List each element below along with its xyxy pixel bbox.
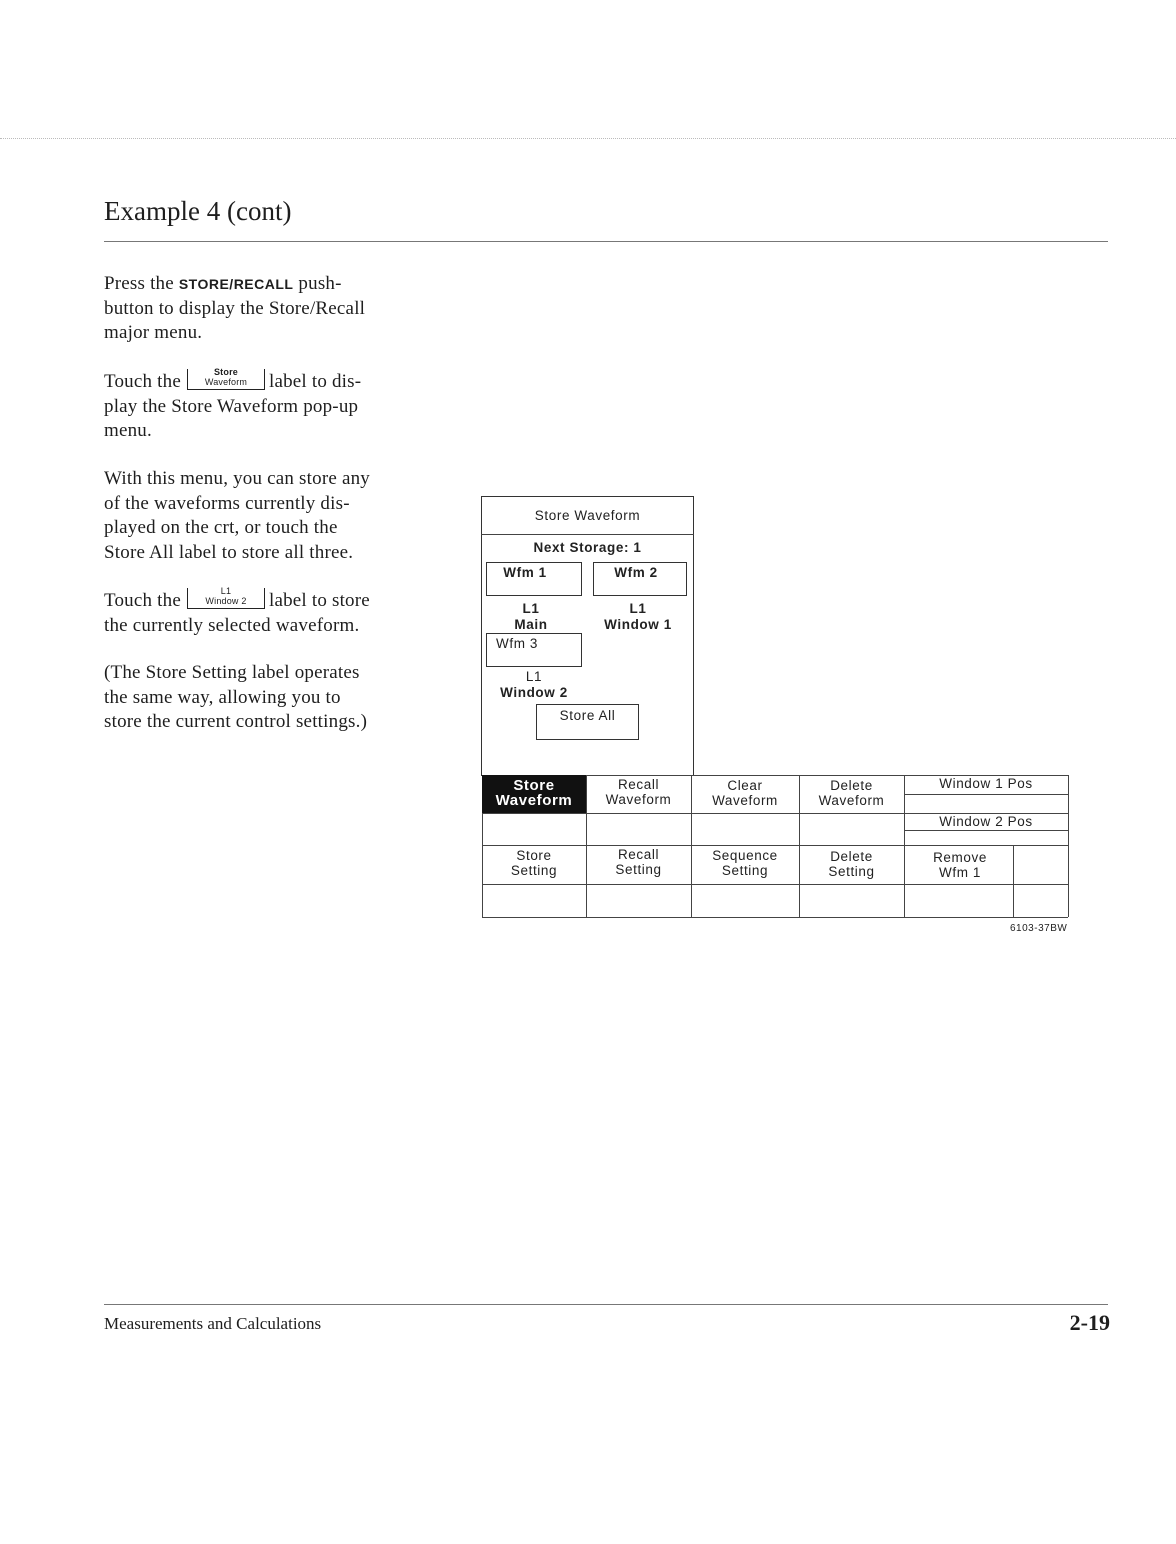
sequence-setting-button[interactable]: [691, 848, 799, 878]
page-number: 2-19: [1069, 1310, 1110, 1335]
menu-col-line-4: [904, 775, 905, 917]
recall-setting-button[interactable]: [586, 847, 691, 877]
clear-waveform-button[interactable]: [691, 778, 799, 808]
remove-wfm1-line1: Remove: [933, 850, 987, 865]
p2-text-c: play the Store Waveform pop-up: [104, 395, 359, 417]
inline-window2-key: [187, 588, 265, 609]
store-waveform-line2: Waveform: [495, 792, 573, 809]
wfm3-source-line1: L1: [525, 669, 543, 684]
paragraph-menu-description: [104, 467, 434, 565]
popup-title-divider: [481, 534, 694, 535]
delete-setting-button[interactable]: [799, 849, 904, 879]
paragraph-store-recall: [104, 272, 434, 346]
menu-mid-line: [482, 845, 1068, 846]
store-waveform-menu-button[interactable]: [482, 775, 586, 813]
footer-rule: [104, 1304, 1108, 1305]
menu-bottom-line: [482, 917, 1068, 918]
delete-setting-line1: Delete: [830, 849, 873, 864]
window1-pos-divider: [904, 794, 1068, 795]
store-setting-button[interactable]: [482, 848, 586, 878]
store-setting-line1: Store: [516, 848, 552, 863]
clear-waveform-line1: Clear: [727, 778, 763, 793]
paragraph-touch-store-waveform: [104, 369, 434, 444]
window1-pos-button[interactable]: [904, 776, 1068, 791]
delete-setting-line2: Setting: [828, 864, 875, 879]
recall-setting-line2: Setting: [615, 862, 662, 877]
wfm3-source-line2: Window 2: [500, 685, 568, 700]
remove-wfm1-line2: Wfm 1: [939, 865, 981, 880]
inline-key-bottom: Waveform: [204, 377, 248, 387]
inline-key-top: L1: [220, 586, 232, 596]
sequence-setting-line1: Sequence: [712, 848, 778, 863]
wfm2-label: Wfm 2: [614, 565, 658, 580]
p3-text-c: played on the crt, or touch the: [104, 517, 338, 538]
next-storage-label: Next Storage: 1: [533, 540, 642, 555]
p3-text-d: Store All label to store all three.: [104, 541, 354, 563]
p2-text-d: menu.: [104, 420, 152, 441]
p2-text-a: Touch the: [104, 371, 181, 392]
window2-pos-button[interactable]: [904, 814, 1068, 829]
menu-row2-bottom-line: [482, 884, 1068, 885]
store-waveform-line1: Store: [513, 777, 555, 794]
footer-section-title: Measurements and Calculations: [104, 1314, 322, 1333]
p4-text-a: Touch the: [104, 590, 181, 611]
page-title: Example 4 (cont): [104, 196, 292, 226]
wfm1-label: Wfm 1: [503, 565, 547, 580]
menu-col-line-6: [1068, 775, 1069, 917]
wfm1-source-line1: L1: [522, 601, 540, 616]
top-dotted-rule: [0, 138, 1176, 139]
p4-text-c: the currently selected waveform.: [104, 614, 360, 636]
p1-text-b: push-: [293, 273, 342, 294]
p3-text-b: of the waveforms currently dis-: [104, 492, 350, 514]
wfm1-source-line2: Main: [514, 617, 548, 632]
p5-text-c: store the current control settings.): [104, 711, 368, 732]
figure-code: 6103-37BW: [1010, 923, 1068, 934]
paragraph-touch-window2: [104, 588, 434, 638]
p1-text-a: Press the: [104, 273, 179, 294]
delete-waveform-line2: Waveform: [818, 793, 885, 808]
title-rule: [104, 241, 1108, 242]
p1-text-d: major menu.: [104, 322, 203, 343]
paragraph-store-setting-note: [104, 661, 434, 735]
recall-waveform-line2: Waveform: [605, 792, 672, 807]
store-setting-line2: Setting: [510, 863, 558, 878]
store-all-label: Store All: [559, 708, 616, 723]
p4-text-b: label to store: [268, 590, 370, 611]
store-recall-key-label: STORE/RECALL: [178, 276, 294, 292]
remove-wfm1-button[interactable]: [904, 850, 1016, 880]
inline-key-top: Store: [213, 367, 238, 377]
window1-pos-label: Window 1 Pos: [939, 776, 1033, 791]
recall-waveform-button[interactable]: [586, 777, 691, 807]
inline-key-bottom: Window 2: [205, 596, 247, 606]
window2-pos-divider: [904, 830, 1068, 831]
recall-waveform-line1: Recall: [617, 777, 660, 792]
p5-text-a: (The Store Setting label operates: [104, 662, 360, 683]
sequence-setting-line2: Setting: [721, 863, 769, 878]
wfm3-label: Wfm 3: [496, 636, 538, 651]
window2-pos-label: Window 2 Pos: [939, 814, 1033, 829]
p1-text-c: button to display the Store/Recall: [104, 297, 366, 319]
inline-store-waveform-key: [187, 369, 265, 390]
clear-waveform-line2: Waveform: [712, 793, 778, 808]
delete-waveform-button[interactable]: [799, 778, 904, 808]
popup-title: Store Waveform: [534, 508, 641, 523]
p5-text-b: the same way, allowing you to: [104, 686, 341, 708]
p3-text-a: With this menu, you can store any: [104, 468, 370, 489]
delete-waveform-line1: Delete: [830, 778, 873, 793]
wfm2-source-line1: L1: [629, 601, 647, 616]
wfm2-source-line2: Window 1: [604, 617, 672, 632]
p2-text-b: label to dis-: [268, 371, 362, 392]
recall-setting-line1: Recall: [617, 847, 660, 862]
